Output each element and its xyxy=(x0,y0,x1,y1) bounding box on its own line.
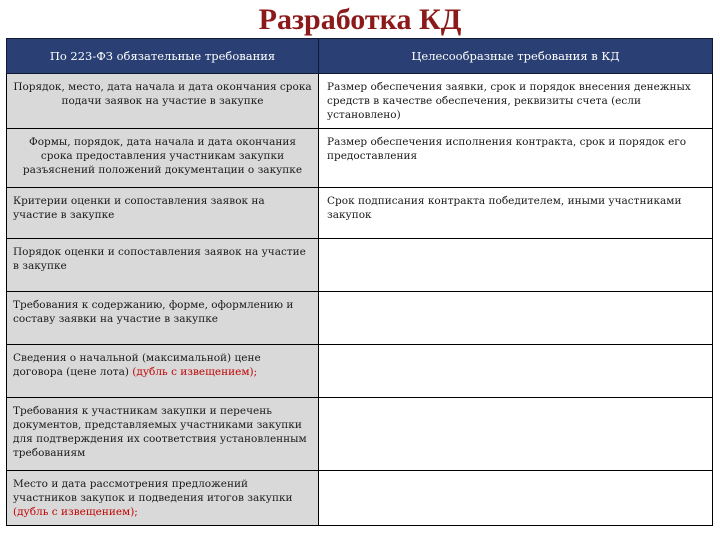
mandatory-cell xyxy=(7,345,319,398)
recommended-cell: Размер обеспечения исполнения контракта, срок и порядок его предоставления xyxy=(319,129,713,188)
mandatory-cell: Порядок, место, дата начала и дата окончания срока подачи заявок на участие в закупке xyxy=(7,74,319,129)
requirements-table xyxy=(6,38,713,526)
table-row xyxy=(7,471,713,526)
mandatory-cell-text: Сведения о начальной (максимальной) цене договора (цене лота) xyxy=(13,352,261,378)
recommended-cell xyxy=(319,292,713,345)
table-row xyxy=(7,74,713,129)
recommended-cell xyxy=(319,239,713,292)
header-mandatory: По 223-ФЗ обязательные требования xyxy=(7,39,319,74)
table-row xyxy=(7,129,713,188)
recommended-cell: Размер обеспечения заявки, срок и порядок внесения денежных средств в качестве обеспечения, реквизиты счета (если установлено) xyxy=(319,74,713,129)
table-row xyxy=(7,345,713,398)
mandatory-cell: Требования к содержанию, форме, оформлению и составу заявки на участие в закупке xyxy=(7,292,319,345)
mandatory-cell: Критерии оценки и сопоставления заявок на участие в закупке xyxy=(7,188,319,239)
recommended-cell xyxy=(319,471,713,526)
header-recommended: Целесообразные требования в КД xyxy=(319,39,713,74)
table-row xyxy=(7,292,713,345)
mandatory-cell xyxy=(7,471,319,526)
recommended-cell xyxy=(319,398,713,471)
duplicate-note: (дубль с извещением); xyxy=(132,366,258,378)
table-row xyxy=(7,188,713,239)
mandatory-cell: Формы, порядок, дата начала и дата окончания срока предоставления участникам закупки разъяснений положений документации о закупке xyxy=(7,129,319,188)
page-title: Разработка КД xyxy=(258,3,462,36)
table-row xyxy=(7,239,713,292)
mandatory-cell: Порядок оценки и сопоставления заявок на участие в закупке xyxy=(7,239,319,292)
recommended-cell: Срок подписания контракта победителем, иными участниками закупок xyxy=(319,188,713,239)
mandatory-cell: Требования к участникам закупки и перечень документов, представляемых участниками закупки для подтверждения их соответствия установленным требованиям xyxy=(7,398,319,471)
table-row xyxy=(7,398,713,471)
mandatory-cell-text: Место и дата рассмотрения предложений участников закупок и подведения итогов закупки xyxy=(13,478,293,504)
table-header-row xyxy=(7,39,713,74)
duplicate-note: (дубль с извещением); xyxy=(13,506,138,518)
recommended-cell xyxy=(319,345,713,398)
